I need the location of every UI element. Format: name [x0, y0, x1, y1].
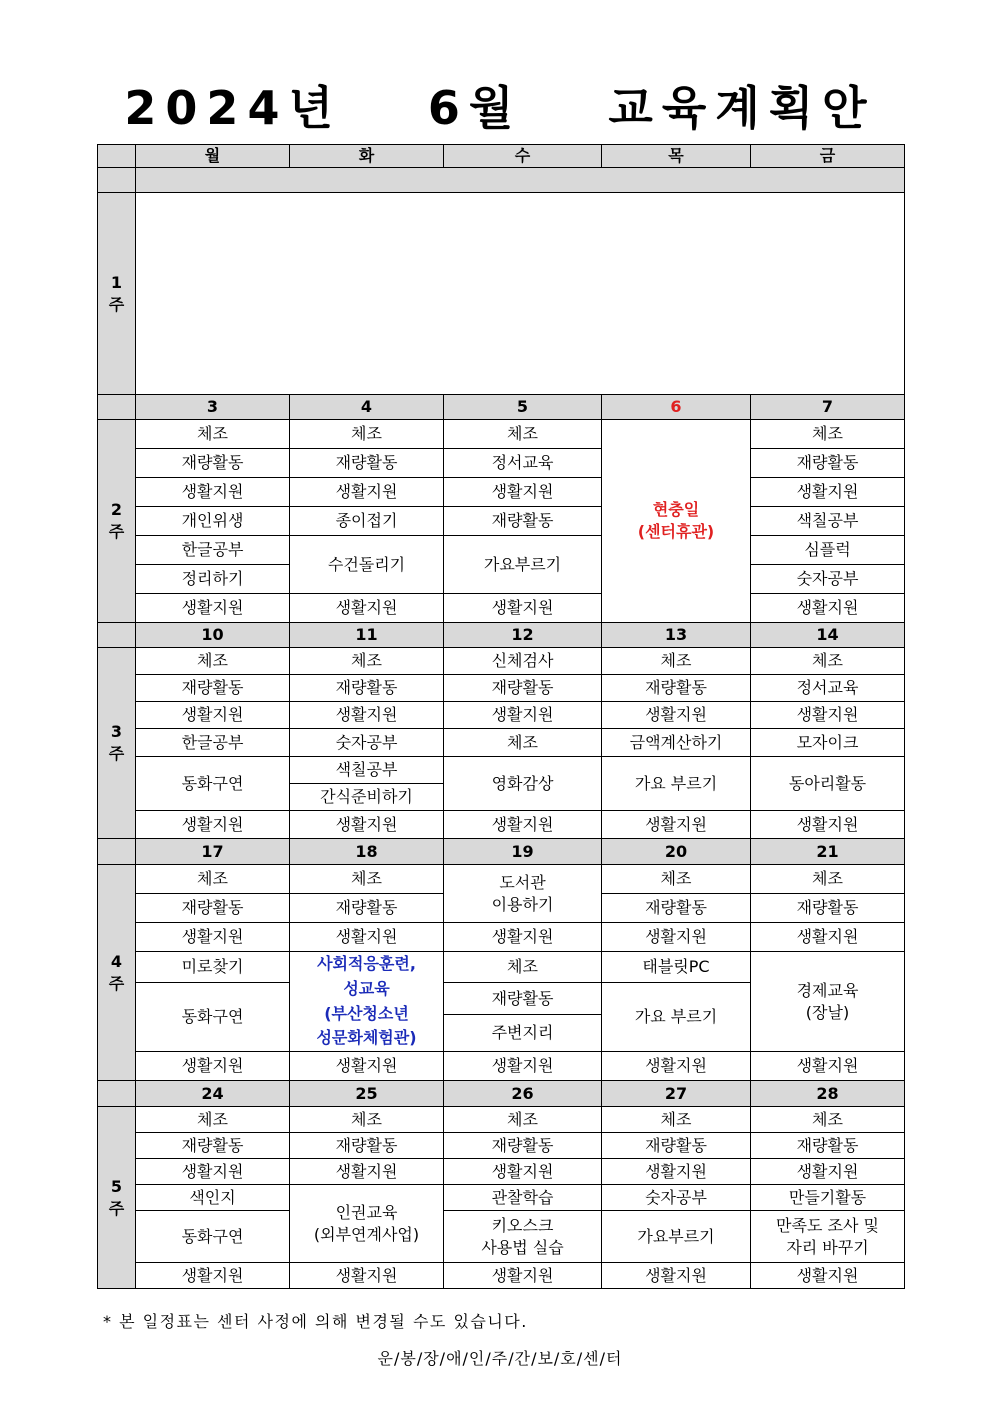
- activity-cell: 생활지원: [602, 1263, 751, 1289]
- activity-cell: 색칠공부: [751, 507, 905, 536]
- activity-cell: 만들기활동: [751, 1185, 905, 1211]
- day-header-tue: 화: [290, 145, 444, 168]
- activity-cell: 생활지원: [290, 702, 444, 729]
- activity-cell: 생활지원: [290, 923, 444, 952]
- activity-cell: 생활지원: [444, 1052, 602, 1081]
- activity-cell: 색인지: [136, 1185, 290, 1211]
- activity-cell: 미로찾기: [136, 952, 290, 983]
- activity-cell: 재량활동: [136, 449, 290, 478]
- week5-date-row: [98, 1081, 905, 1107]
- week1-empty: [136, 193, 905, 395]
- activity-cell: 생활지원: [290, 594, 444, 623]
- activity-cell: 정서교육: [444, 449, 602, 478]
- activity-cell: 생활지원: [136, 923, 290, 952]
- activity-cell: 생활지원: [136, 1263, 290, 1289]
- activity-cell: 생활지원: [136, 1052, 290, 1081]
- activity-cell: 인권교육 (외부연계사업): [290, 1185, 444, 1263]
- activity-cell: 생활지원: [751, 478, 905, 507]
- activity-cell: 체조: [751, 420, 905, 449]
- activity-cell: 생활지원: [444, 1263, 602, 1289]
- activity-cell: 생활지원: [602, 1052, 751, 1081]
- activity-cell: 생활지원: [136, 1159, 290, 1185]
- activity-cell: 체조: [136, 865, 290, 894]
- activity-cell: 생활지원: [290, 1159, 444, 1185]
- activity-cell: 생활지원: [136, 478, 290, 507]
- activity-cell: 재량활동: [290, 894, 444, 923]
- activity-cell: 정리하기: [136, 565, 290, 594]
- activity-cell: 만족도 조사 및 자리 바꾸기: [751, 1211, 905, 1263]
- activity-cell: 관찰학습: [444, 1185, 602, 1211]
- date-cell: 10: [136, 623, 290, 648]
- week1-row: [98, 193, 905, 395]
- activity-cell: 체조: [444, 1107, 602, 1133]
- activity-cell: 동화구연: [136, 757, 290, 811]
- week3-date-row: [98, 623, 905, 648]
- activity-cell: 숫자공부: [290, 729, 444, 757]
- activity-cell: 생활지원: [290, 1052, 444, 1081]
- activity-cell: 개인위생: [136, 507, 290, 536]
- date-cell: 12: [444, 623, 602, 648]
- activity-cell: 수건돌리기: [290, 536, 444, 594]
- activity-cell: 재량활동: [290, 1133, 444, 1159]
- week5-date-corner: [98, 1081, 136, 1107]
- activity-cell: 생활지원: [602, 1159, 751, 1185]
- activity-cell: 체조: [136, 420, 290, 449]
- activity-cell: 체조: [290, 1107, 444, 1133]
- activity-cell: 체조: [602, 1107, 751, 1133]
- activity-cell: 가요 부르기: [602, 983, 751, 1052]
- activity-cell: 체조: [444, 952, 602, 983]
- activity-cell: 체조: [136, 1107, 290, 1133]
- activity-cell: 생활지원: [444, 1159, 602, 1185]
- activity-cell: 생활지원: [444, 923, 602, 952]
- activity-cell: 한글공부: [136, 729, 290, 757]
- activity-cell: 체조: [602, 865, 751, 894]
- week3-date-corner: [98, 623, 136, 648]
- activity-cell: 생활지원: [290, 811, 444, 839]
- activity-cell: 체조: [290, 420, 444, 449]
- activity-cell: 생활지원: [136, 594, 290, 623]
- activity-cell: 생활지원: [444, 594, 602, 623]
- activity-cell: 재량활동: [290, 449, 444, 478]
- activity-cell: 재량활동: [444, 507, 602, 536]
- date-cell: 27: [602, 1081, 751, 1107]
- activity-cell: 체조: [602, 648, 751, 675]
- week1-date-blank: [136, 168, 905, 193]
- activity-cell: 종이접기: [290, 507, 444, 536]
- activity-cell: 재량활동: [751, 894, 905, 923]
- day-header-wed: 수: [444, 145, 602, 168]
- holiday-cell: 현충일 (센터휴관): [602, 420, 751, 623]
- activity-cell: 생활지원: [751, 594, 905, 623]
- week-label-4: 4 주: [98, 865, 136, 1081]
- activity-cell: 생활지원: [290, 1263, 444, 1289]
- activity-cell: 생활지원: [444, 811, 602, 839]
- activity-cell: 재량활동: [290, 675, 444, 702]
- activity-cell: 영화감상: [444, 757, 602, 811]
- activity-cell: 경제교육 (장날): [751, 952, 905, 1052]
- date-cell: 3: [136, 395, 290, 420]
- week2-date-corner: [98, 395, 136, 420]
- activity-cell: 재량활동: [602, 1133, 751, 1159]
- activity-cell: 재량활동: [444, 675, 602, 702]
- activity-cell: 생활지원: [602, 923, 751, 952]
- date-cell: 7: [751, 395, 905, 420]
- week1-date-row: [98, 168, 905, 193]
- activity-cell: 재량활동: [136, 894, 290, 923]
- activity-cell: 생활지원: [602, 702, 751, 729]
- week-label-2: 2 주: [98, 420, 136, 623]
- date-cell: 17: [136, 839, 290, 865]
- activity-cell: 간식준비하기: [290, 784, 444, 811]
- week4-date-row: [98, 839, 905, 865]
- date-cell: 19: [444, 839, 602, 865]
- activity-cell: 가요부르기: [444, 536, 602, 594]
- activity-cell: 숫자공부: [751, 565, 905, 594]
- activity-cell: 체조: [751, 865, 905, 894]
- activity-cell: 생활지원: [290, 478, 444, 507]
- date-cell: 28: [751, 1081, 905, 1107]
- activity-cell: 생활지원: [751, 1159, 905, 1185]
- activity-cell: 생활지원: [751, 702, 905, 729]
- week-label-3: 3 주: [98, 648, 136, 839]
- activity-cell: 체조: [751, 648, 905, 675]
- activity-cell: 동화구연: [136, 1211, 290, 1263]
- date-cell: 21: [751, 839, 905, 865]
- schedule-change-note: * 본 일정표는 센터 사정에 의해 변경될 수도 있습니다.: [103, 1312, 528, 1331]
- activity-cell: 가요부르기: [602, 1211, 751, 1263]
- week2-date-row: [98, 395, 905, 420]
- date-cell: 26: [444, 1081, 602, 1107]
- day-header-fri: 금: [751, 145, 905, 168]
- schedule-table: [97, 144, 905, 1289]
- center-name-footer: 운/봉/장/애/인/주/간/보/호/센/터: [377, 1349, 623, 1368]
- activity-cell: 체조: [751, 1107, 905, 1133]
- date-cell: 11: [290, 623, 444, 648]
- activity-cell: 한글공부: [136, 536, 290, 565]
- activity-cell: 체조: [136, 648, 290, 675]
- activity-cell: 재량활동: [136, 675, 290, 702]
- activity-cell: 재량활동: [602, 894, 751, 923]
- activity-cell: 재량활동: [444, 983, 602, 1015]
- date-cell: 20: [602, 839, 751, 865]
- date-cell: 4: [290, 395, 444, 420]
- special-activity-cell: 사회적응훈련, 성교육 (부산청소년 성문화체험관): [290, 952, 444, 1052]
- activity-cell: 생활지원: [136, 811, 290, 839]
- activity-cell: 생활지원: [444, 478, 602, 507]
- activity-cell: 금액계산하기: [602, 729, 751, 757]
- date-cell-holiday: 6: [602, 395, 751, 420]
- activity-cell: 생활지원: [751, 1263, 905, 1289]
- activity-cell: 생활지원: [751, 811, 905, 839]
- activity-cell: 태블릿PC: [602, 952, 751, 983]
- activity-cell: 심플럭: [751, 536, 905, 565]
- week-label-1: 1 주: [98, 193, 136, 395]
- activity-cell: 생활지원: [751, 1052, 905, 1081]
- date-cell: 13: [602, 623, 751, 648]
- activity-cell: 체조: [290, 648, 444, 675]
- activity-cell: 정서교육: [751, 675, 905, 702]
- page-title: 2024년 6월 교육계획안: [124, 81, 876, 135]
- activity-cell: 체조: [444, 420, 602, 449]
- activity-cell: 동아리활동: [751, 757, 905, 811]
- activity-cell: 재량활동: [136, 1133, 290, 1159]
- day-header-thu: 목: [602, 145, 751, 168]
- week-label-5: 5 주: [98, 1107, 136, 1289]
- day-header-row: [98, 145, 905, 168]
- date-cell: 14: [751, 623, 905, 648]
- activity-cell: 생활지원: [444, 702, 602, 729]
- activity-cell: 모자이크: [751, 729, 905, 757]
- date-cell: 18: [290, 839, 444, 865]
- week4-date-corner: [98, 839, 136, 865]
- activity-cell: 생활지원: [602, 811, 751, 839]
- activity-cell: 생활지원: [751, 923, 905, 952]
- activity-cell: 키오스크 사용법 실습: [444, 1211, 602, 1263]
- activity-cell: 주변지리: [444, 1015, 602, 1052]
- activity-cell: 동화구연: [136, 983, 290, 1052]
- date-cell: 25: [290, 1081, 444, 1107]
- date-cell: 5: [444, 395, 602, 420]
- activity-cell: 색칠공부: [290, 757, 444, 784]
- day-header-mon: 월: [136, 145, 290, 168]
- corner-cell: [98, 145, 136, 168]
- date-cell: 24: [136, 1081, 290, 1107]
- activity-cell: 재량활동: [444, 1133, 602, 1159]
- activity-cell: 신체검사: [444, 648, 602, 675]
- activity-cell: 숫자공부: [602, 1185, 751, 1211]
- activity-cell: 도서관 이용하기: [444, 865, 602, 923]
- activity-cell: 생활지원: [136, 702, 290, 729]
- activity-cell: 가요 부르기: [602, 757, 751, 811]
- week1-date-corner: [98, 168, 136, 193]
- activity-cell: 재량활동: [602, 675, 751, 702]
- activity-cell: 재량활동: [751, 1133, 905, 1159]
- activity-cell: 체조: [290, 865, 444, 894]
- activity-cell: 재량활동: [751, 449, 905, 478]
- activity-cell: 체조: [444, 729, 602, 757]
